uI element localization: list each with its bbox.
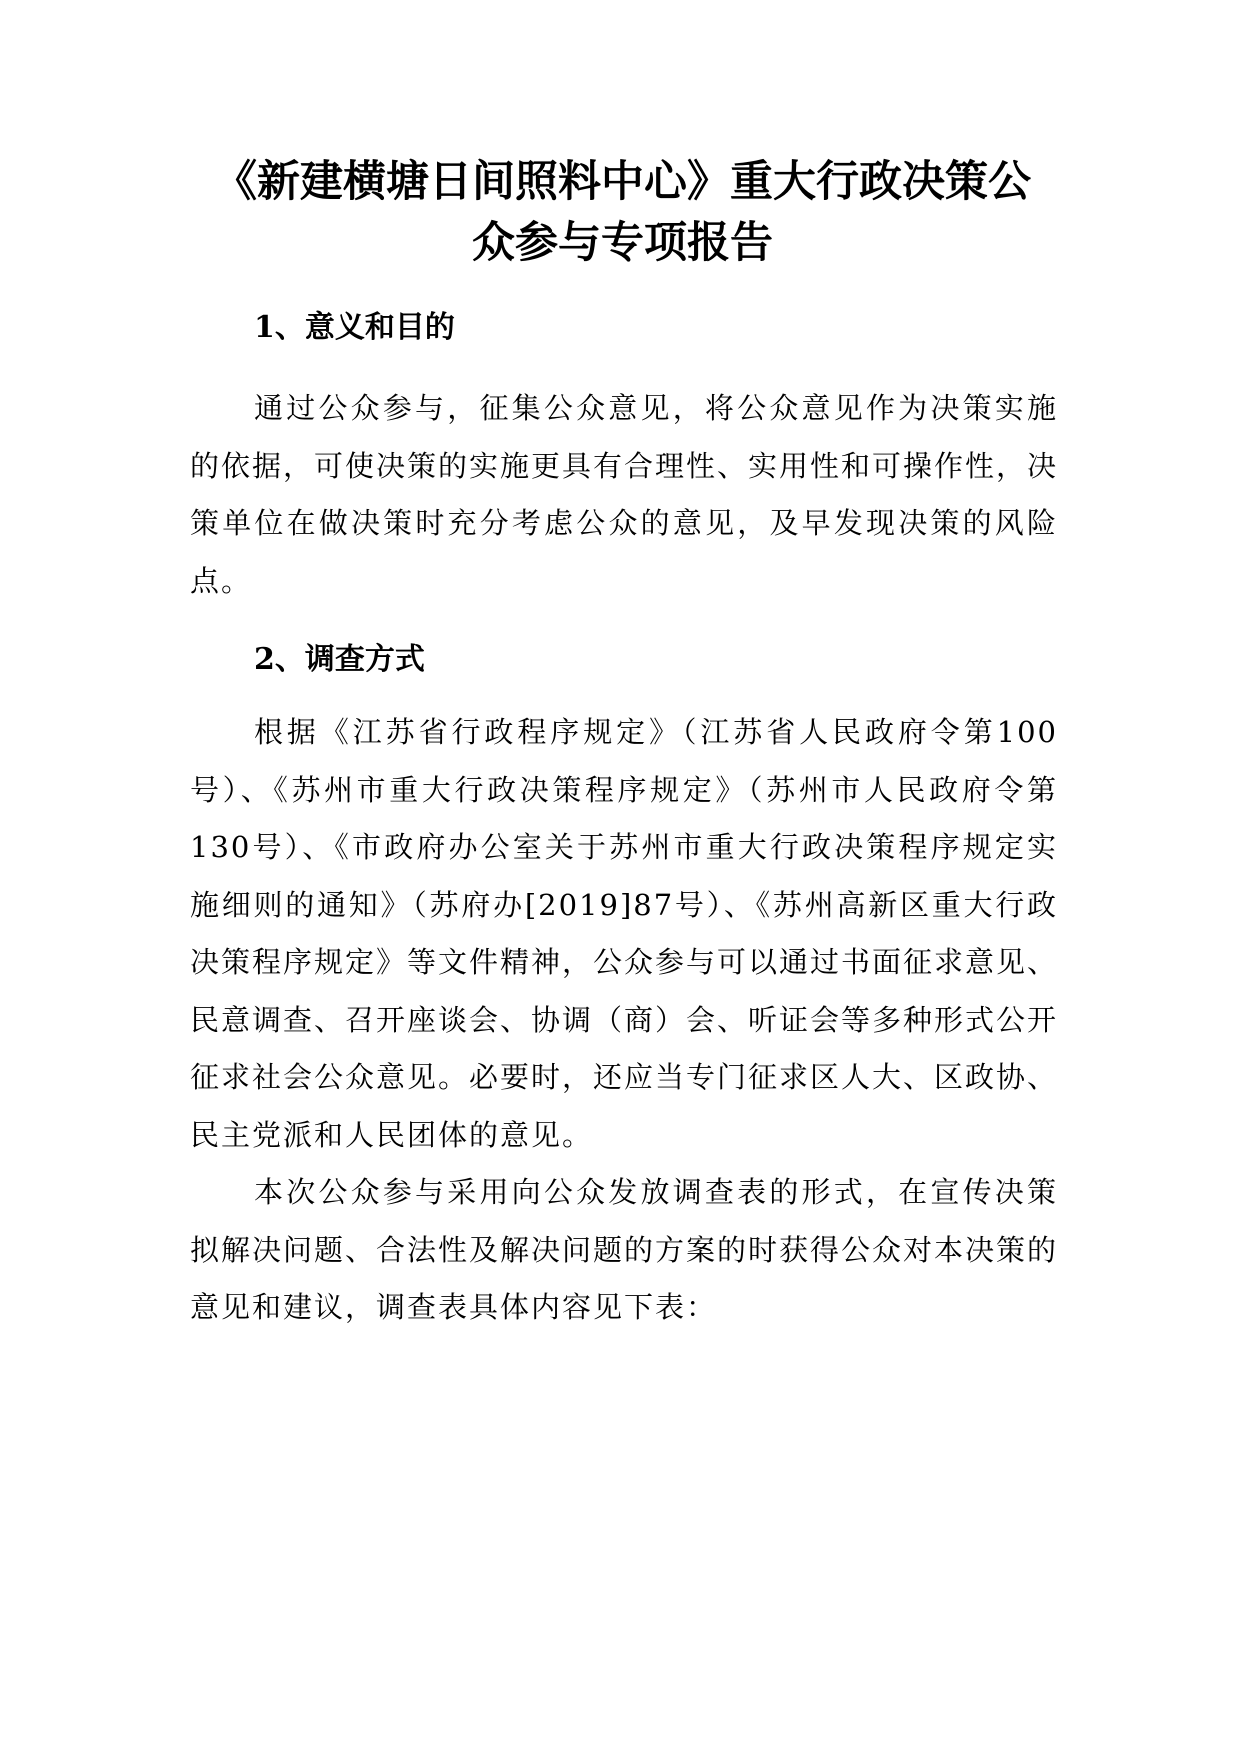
section-2-paragraph-1: 根据《江苏省行政程序规定》（江苏省人民政府令第100号）、《苏州市重大行政决策程序规定》（苏州市人民政府令第130号）、《市政府办公室关于苏州市重大行政决策程序规定实施细则的通知》（苏府办[2019]87号）、《苏州高新区重大行政决策程序规定》等文件精神，公众参与可以通过书面征求意见、民意调查、召开座谈会、协调（商）会、听证会等多种形式公开征求社会公众意见。必要时，还应当专门征求区人大、区政协、民主党派和人民团体的意见。 [190,715,1059,1152]
section-1-heading: 1、意义和目的 [254,310,455,345]
section-1-paragraph: 通过公众参与，征集公众意见，将公众意见作为决策实施的依据，可使决策的实施更具有合理性、实用性和可操作性，决策单位在做决策时充分考虑公众的意见，及早发现决策的风险点。 [190,391,1059,598]
document-title-line-1: 《新建横塘日间照料中心》重大行政决策公 [214,157,1031,207]
section-2-paragraph-2: 本次公众参与采用向公众发放调查表的形式，在宣传决策拟解决问题、合法性及解决问题的方案的时获得公众对本决策的意见和建议，调查表具体内容见下表： [190,1175,1059,1324]
document-title-line-2: 众参与专项报告 [472,218,773,268]
document-title [185,152,1060,274]
section-2-heading: 2、调查方式 [254,642,425,677]
document-body [190,300,1058,1337]
